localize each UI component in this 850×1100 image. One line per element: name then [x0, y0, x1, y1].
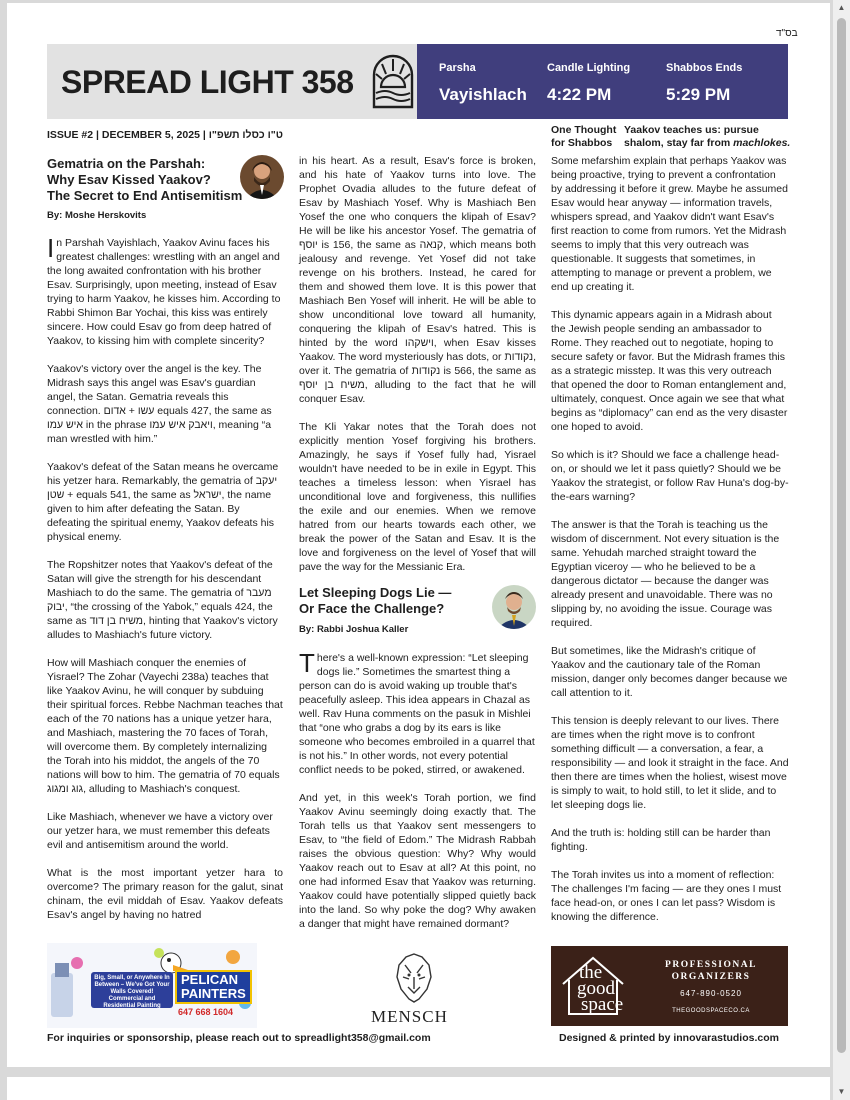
candle-lighting-value: 4:22 PM — [547, 85, 612, 104]
good-space-space: space — [581, 994, 624, 1015]
article1-paragraph: How will Mashiach conquer the enemies of Yisrael? The Zohar (Vayechi 238a) teaches that like Yaakov Avinu, he will conquer by subduing their spiritual forces. Rebbe Nachman teaches that each of the 70 nations has a unique yetzer hara, and Mashiach, mastering the 70 faces of Torah, will overcome them. By completely internalizing the Torah into his middot, the angels of the 70 nations will bow to him. The gematria of 70 equals גוג ומגוג, alluding to Mashiach's conquest. — [47, 657, 283, 795]
article2-paragraph: And yet, in this week's Torah portion, we find Yaakov Avinu seemingly doing exactly that. The Torah tells us that Yaakov sent messengers to Esav, to “the field of Edom.” The Midrash Rabbah raises the obvious question: Why? Why would Yaakov reach out to Esav at all? At this point, no one had informed Esav that Yaakov was returning. Yaakov could have potentially slipped quietly back into the land. So why poke the dog? Why awaken a danger that might have remained dormant? — [299, 792, 536, 930]
one-thought-label-line1: One Thought — [551, 124, 617, 136]
sidebar-column — [551, 154, 789, 938]
sidebar-paragraph: The answer is that the Torah is teaching us the wisdom of discernment. Not every situation is the same. Yehudah marched straight toward the Egyptian viceroy — who he believed to be a dangerous dictator — because the danger was already present and unavoidable. There was no slipping by, no avoiding the issue. Courage was required. — [551, 519, 780, 629]
article2-headline — [299, 585, 489, 617]
good-space-title-line1: PROFESSIONAL — [665, 960, 757, 970]
good-space-the: the — [579, 962, 603, 983]
bsd-mark: בס"ד — [776, 28, 798, 39]
mensch-wordmark: MENSCH — [371, 1007, 448, 1026]
pelican-name-line1: PELICAN — [181, 972, 239, 987]
article1-paragraph: What is the most important yetzer hara to overcome? The primary reason for the galut, sinat chinam, the evil middah of Esav. Yaakov defeats Esav's angel by having no hatred — [47, 867, 283, 921]
sidebar-paragraph: But sometimes, like the Midrash's critique of Yaakov and the cautionary tale of the Roman mission, danger only becomes danger because we call attention to it. — [551, 645, 788, 699]
footer-sponsorship-contact: For inquiries or sponsorship, please reach out to spreadlight358@gmail.com — [47, 1032, 431, 1044]
article1-paragraph: The Kli Yakar notes that the Torah does not explicitly mention Yosef forgiving his brothers. Amazingly, he says if Yosef fully had, Yisrael wouldn't have needed to be in exile in Egypt. This teaches a timeless lesson: when Yisrael has unconditional love and forgiveness, this nullifies the exile and our enemies. When we remove hatred from our hearts towards each other, we break the power of the Satan and Esav. It is the love and forgiveness on the level of Yosef that will pave the way for the Messianic Era. — [299, 421, 536, 573]
sidebar-paragraph: This tension is deeply relevant to our lives. There are times when the right move is to confront something difficult — a conversation, a fear, a responsibility — and look it straight in the face. And then there are times when the holiest, wisest move is simply to wait, to hold still, to let it slide, and to let sleeping dogs lie. — [551, 715, 789, 811]
article2-column — [299, 648, 536, 945]
article2-headline-line1: Let Sleeping Dogs Lie — — [299, 585, 452, 600]
publication-title: SPREAD LIGHT 358 — [61, 64, 354, 100]
sidebar-paragraph: So which is it? Should we face a challenge head-on, or should we let it pass quietly? Should we be Yaakov the strategist, or follow Rav Huna's dog-by-the-ears warning? — [551, 449, 789, 503]
sidebar-paragraph: And the truth is: holding still can be harder than fighting. — [551, 827, 771, 853]
the-good-space-ad[interactable] — [551, 946, 788, 1026]
hebrew-date: ט"ו כסלו תשפ"ו — [208, 129, 283, 141]
scroll-down-icon[interactable]: ▼ — [837, 1087, 846, 1096]
issue-line — [47, 129, 283, 141]
pelican-phone: 647 668 1604 — [178, 1007, 234, 1017]
sunrise-logo-icon — [368, 53, 418, 111]
article1-paragraph: The Ropshitzer notes that Yaakov's defeat of the Satan will give the strength for his descendant Mashiach to do the same. The gematria of מעבר יבוק, “the crossing of the Yabok,” equals 424, the same as משיח בן דוד, hinting that Yaakov's victory alludes to Mashiach's future victory. — [47, 559, 278, 641]
scroll-up-icon[interactable]: ▲ — [837, 3, 846, 12]
sidebar-paragraph: This dynamic appears again in a Midrash about the Jewish people sending an ambassador to Rome. They reached out to negotiate, hoping to secure safety or favor. But the Midrash frames this as a strategic misstep. It was this very outreach that opened the door to Roman entanglement and, ultimately, conquest. Once again we see that what begins as “diplomacy” can end as the very disaster one hoped to avoid. — [551, 309, 788, 433]
masthead — [47, 44, 417, 119]
next-page — [7, 1077, 830, 1100]
article1-paragraph: Yaakov's defeat of the Satan means he overcame his yetzer hara. Remarkably, the gematria of יעקב + שטן equals 541, the same as ישראל, the name given to him after defeating the Satan. By defeating the spiritual enemy, Yaakov defeats his physical enemy. — [47, 461, 279, 543]
footer-credits: Designed & printed by innovarastudios.com — [559, 1032, 779, 1044]
article1-paragraph: in his heart. As a result, Esav's force is broken, and his hate of Yaakov turns into love. The Prophet Ovadia alludes to the future defeat of Esav by Mashiach Yosef. Why is Mashiach Ben Yosef the one who conquers the klipah of Esav? He will be like his ancestor Yosef. The gematria of יוסף is 156, the same as קנאה, which means both jealousy and revenge. Yet Yosef did not take revenge on his brothers. Instead, he cared for them and showed them love. It is this power that Mashiach Ben Yosef will inherit. He will be able to show unconditional love toward all humanity, conquering the klipah of Esav's hatred. This is hinted by the word וישקהו, when Esav kisses Yaakov. The word mysteriously has dots, or נקודות, over it. The gematria of נקודות is 566, the same as משיח בן יוסף, alluding to the fact that he will conquer Esav. — [299, 155, 537, 405]
parsha-label: Parsha — [439, 62, 476, 74]
one-thought-line1: Yaakov teaches us: pursue — [624, 124, 759, 136]
scrollbar-thumb[interactable] — [837, 18, 846, 1053]
article1-headline — [47, 156, 247, 204]
one-thought-emphasis: machlokes. — [733, 137, 791, 149]
pelican-name-line2: PAINTERS — [181, 986, 246, 1001]
one-thought-label-line2: for Shabbos — [551, 137, 613, 149]
pelican-blurb: Big, Small, or Anywhere In Between – We've Got Your Walls Covered! Commercial and Residential Painting — [91, 972, 173, 1008]
article1-headline-line2: Why Esav Kissed Yaakov? — [47, 172, 211, 187]
article1-byline: By: Moshe Herskovits — [47, 210, 147, 221]
good-space-title-line2: ORGANIZERS — [671, 972, 751, 982]
pelican-name — [175, 970, 252, 1004]
article2-paragraph: There's a well-known expression: “Let sleeping dogs lie.” Sometimes the smartest thing a person can do is avoid waking up trouble that's peacefully asleep. This idea appears in Chazal as well. Rav Huna comments on the pasuk in Mishlei that “one who grabs a dog by its ears is like someone who becomes embroiled in a quarrel that is not his.” In other words, not every potential conflict needs to be poked, stirred, or awakened. — [299, 648, 535, 776]
shabbos-ends-value: 5:29 PM — [666, 85, 731, 104]
good-space-title — [641, 959, 781, 983]
mensch-ad[interactable] — [359, 951, 469, 1029]
article2-byline: By: Rabbi Joshua Kaller — [299, 624, 409, 635]
good-space-logo — [557, 954, 632, 1018]
sidebar-paragraph: Some mefarshim explain that perhaps Yaakov was being proactive, trying to prevent a confrontation by addressing it before it grew. Maybe he assumed Esav would hear anyway — information travels, whispers spread, and Yaakov didn't want Esav's first reaction to come from rumors. Yet the Midrash seems to imply that this very outreach was questionable. It suggests that sometimes, in attempting to manage or prevent a problem, we end up creating it. — [551, 155, 788, 293]
lion-logo-icon — [391, 951, 437, 1005]
pelican-painters-ad[interactable] — [47, 943, 257, 1028]
one-thought-label — [551, 124, 621, 150]
shabbos-times-panel — [417, 44, 788, 119]
newsletter-page — [7, 3, 830, 1067]
one-thought-line2: shalom, stay far from — [624, 137, 734, 149]
article1-column2 — [299, 154, 536, 588]
good-space-website: THEGOODSPACECO.CA — [672, 1008, 750, 1014]
article1-paragraph: Like Mashiach, whenever we have a victory over our yetzer hara, we must remember this defeats evil and antisemitism around the world. — [47, 811, 273, 851]
parsha-value: Vayishlach — [439, 85, 527, 104]
author-headshot-image — [492, 585, 536, 629]
article1-paragraph: In Parshah Vayishlach, Yaakov Avinu faces his greatest challenges: wrestling with an angel and the long awaited confrontation with his brother Esav. Surprisingly, upon meeting, instead of Esav trying to harm Yaakov, he kisses him. According to Rabbi Shimon Bar Yochai, this kiss was entirely sincere. How could Esav go from deep hatred of Yaakov, to kissing him with complete sincerity? — [47, 233, 281, 347]
vertical-scrollbar[interactable] — [833, 0, 850, 1100]
article1-paragraph: Yaakov's victory over the angel is the key. The Midrash says this angel was Esav's guardian angel, the Satan. Gematria reveals this connection. עשו + אדום equals 427, the same as איש עמו in the phrase ויאבק איש עמו, meaning “a man wrestled with him.” — [47, 363, 272, 445]
good-space-phone: 647-890-0520 — [680, 989, 742, 998]
shabbos-ends-label: Shabbos Ends — [666, 62, 743, 74]
good-space-good: good — [577, 978, 615, 999]
candle-lighting-label: Candle Lighting — [547, 62, 631, 74]
article1-headline-line3: The Secret to End Antisemitism — [47, 188, 243, 203]
article1-headline-line1: Gematria on the Parshah: — [47, 156, 206, 171]
article2-headline-line2: Or Face the Challenge? — [299, 601, 445, 616]
author-headshot-image — [240, 155, 284, 199]
one-thought-text — [624, 124, 794, 150]
article1-column1 — [47, 233, 283, 936]
issue-info: ISSUE #2 | DECEMBER 5, 2025 | — [47, 129, 209, 141]
sidebar-paragraph: The Torah invites us into a moment of reflection: The challenges I'm facing — are they ones I must face head-on, or ones I can let pass? Wisdom is knowing the difference. — [551, 869, 782, 923]
